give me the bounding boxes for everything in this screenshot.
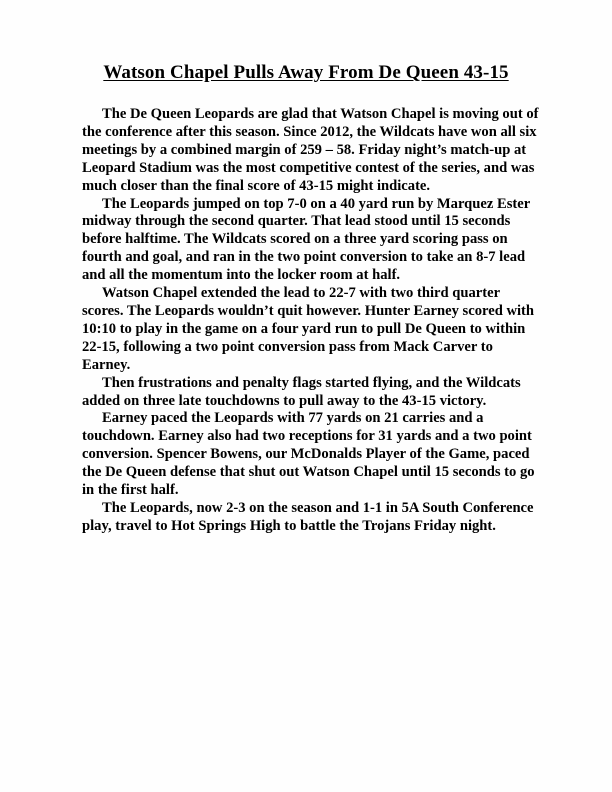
paragraph-intro: The De Queen Leopards are glad that Watson Chapel is moving out of the conference after this season. Since 2012, the Wildcats have won all six meetings by a combined margin of 259 – 58. Friday night’s match-up at Leopard Stadium was the most competitive contest of the series, and was much closer than the final score of 43-15 might indicate. xyxy=(82,106,539,194)
paragraph-late-touchdowns: Then frustrations and penalty flags started flying, and the Wildcats added on three late touchdowns to pull away to the 43-15 victory. xyxy=(82,374,521,409)
article-body xyxy=(82,106,542,536)
paragraph-next-game: The Leopards, now 2-3 on the season and 1-1 in 5A South Conference play, travel to Hot Springs High to battle the Trojans Friday night. xyxy=(82,499,534,534)
article-title: Watson Chapel Pulls Away From De Queen 43-15 xyxy=(103,62,509,83)
paragraph-third-quarter: Watson Chapel extended the lead to 22-7 with two third quarter scores. The Leopards wouldn’t quit however. Hunter Earney scored with 10:10 to play in the game on a four yard run to pull De Queen to within 22-15, following a two point conversion pass from Mack Carver to Earney. xyxy=(82,285,535,373)
paragraph-first-half: The Leopards jumped on top 7-0 on a 40 yard run by Marquez Ester midway through the second quarter. That lead stood until 15 seconds before halftime. The Wildcats scored on a three yard scoring pass on fourth and goal, and ran in the two point conversion to take an 8-7 lead and all the momentum into the locker room at half. xyxy=(82,195,530,284)
paragraph-player-stats: Earney paced the Leopards with 77 yards on 21 carries and a touchdown. Earney also had two receptions for 31 yards and a two point conversion. Spencer Bowens, our McDonalds Player of the Game, paced the De Queen defense that shut out Watson Chapel until 15 seconds to go in the first half. xyxy=(82,410,535,499)
